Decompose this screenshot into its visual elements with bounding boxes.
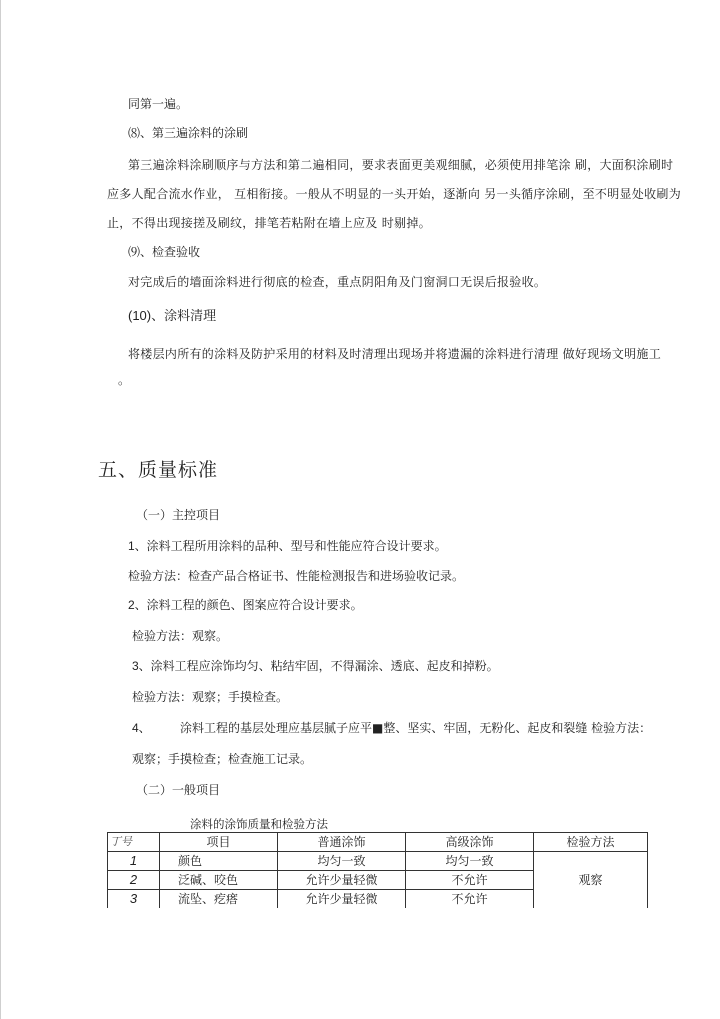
header-advanced: 高级涂饰 xyxy=(406,833,534,852)
main-items-title: （一）主控项目 xyxy=(136,508,221,522)
row-number: 2 xyxy=(108,871,160,890)
row-number: 3 xyxy=(108,890,160,909)
step-8-line-3: 止，不得出现接搓及刷纹，排笔若粘附在墙上应及 时剔掉。 xyxy=(107,216,431,230)
header-normal: 普通涂饰 xyxy=(278,833,406,852)
row-normal: 允许少量轻微 xyxy=(278,890,406,909)
row-number: 1 xyxy=(108,852,160,871)
table-row xyxy=(108,852,648,871)
step-10-title: (10)、涂料清理 xyxy=(128,308,217,323)
main-item-1: 1、涂料工程所用涂料的品种、型号和性能应符合设计要求。 xyxy=(128,539,447,553)
main-item-2: 2、涂料工程的颜色、图案应符合设计要求。 xyxy=(128,598,363,612)
row-normal: 允许少量轻微 xyxy=(278,871,406,890)
main-item-3-method: 检验方法：观察；手摸检查。 xyxy=(132,690,289,704)
previous-step-ending: 同第一遍。 xyxy=(128,97,189,111)
general-items-title: （二）一般项目 xyxy=(136,783,221,797)
row-advanced: 不允许 xyxy=(406,890,534,909)
step-8-line-1: 第三遍涂料涂刷顺序与方法和第二遍相同，要求表面更美观细腻，必须使用排笔涂 刷，大面积涂刷时 xyxy=(128,158,674,172)
step-8-line-2: 应多人配合流水作业， 互相衔接。一般从不明显的一头开始，逐渐向 另一头循序涂刷，至不明显处收刷为 xyxy=(107,187,682,201)
table-header-row xyxy=(108,833,648,852)
main-item-2-method: 检验方法：观察。 xyxy=(132,629,229,643)
step-9-line-1: 对完成后的墙面涂料进行彻底的检查，重点阴阳角及门窗洞口无误后报验收。 xyxy=(128,275,547,289)
header-index: 丁号 xyxy=(108,833,160,852)
row-advanced: 均匀一致 xyxy=(406,852,534,871)
row-item: 泛碱、咬色 xyxy=(160,871,278,890)
step-10-line-2: 。 xyxy=(118,373,131,387)
row-method-merged: 观察 xyxy=(534,852,648,909)
row-advanced: 不允许 xyxy=(406,871,534,890)
section-heading: 五、质量标准 xyxy=(98,460,219,481)
step-10-line-1: 将楼层内所有的涂料及防护采用的材料及时清理出现场并将遗漏的涂料进行清理 做好现场文明施工 xyxy=(128,347,662,361)
main-item-4-text: 涂料工程的基层处理应基层腻子应平■整、坚实、牢固，无粉化、起皮和裂缝 检验方法： xyxy=(180,721,652,735)
row-item: 颜色 xyxy=(160,852,278,871)
quality-table xyxy=(107,832,648,908)
main-item-4-method: 观察；手摸检查；检查施工记录。 xyxy=(132,752,313,766)
row-item: 流坠、疙瘩 xyxy=(160,890,278,909)
row-normal: 均匀一致 xyxy=(278,852,406,871)
main-item-4-number: 4、 xyxy=(132,721,151,735)
table-caption: 涂料的涂饰质量和检验方法 xyxy=(190,817,328,831)
step-9-title: ⑼、检查验收 xyxy=(128,245,201,259)
header-item: 项目 xyxy=(160,833,278,852)
page-edge-line xyxy=(0,0,1,1019)
main-item-1-method: 检验方法：检查产品合格证书、性能检测报告和进场验收记录。 xyxy=(128,569,465,583)
main-item-3: 3、涂料工程应涂饰均匀、粘结牢固，不得漏涂、透底、起皮和掉粉。 xyxy=(132,659,499,673)
step-8-title: ⑻、第三遍涂料的涂刷 xyxy=(128,126,249,140)
header-method: 检验方法 xyxy=(534,833,648,852)
